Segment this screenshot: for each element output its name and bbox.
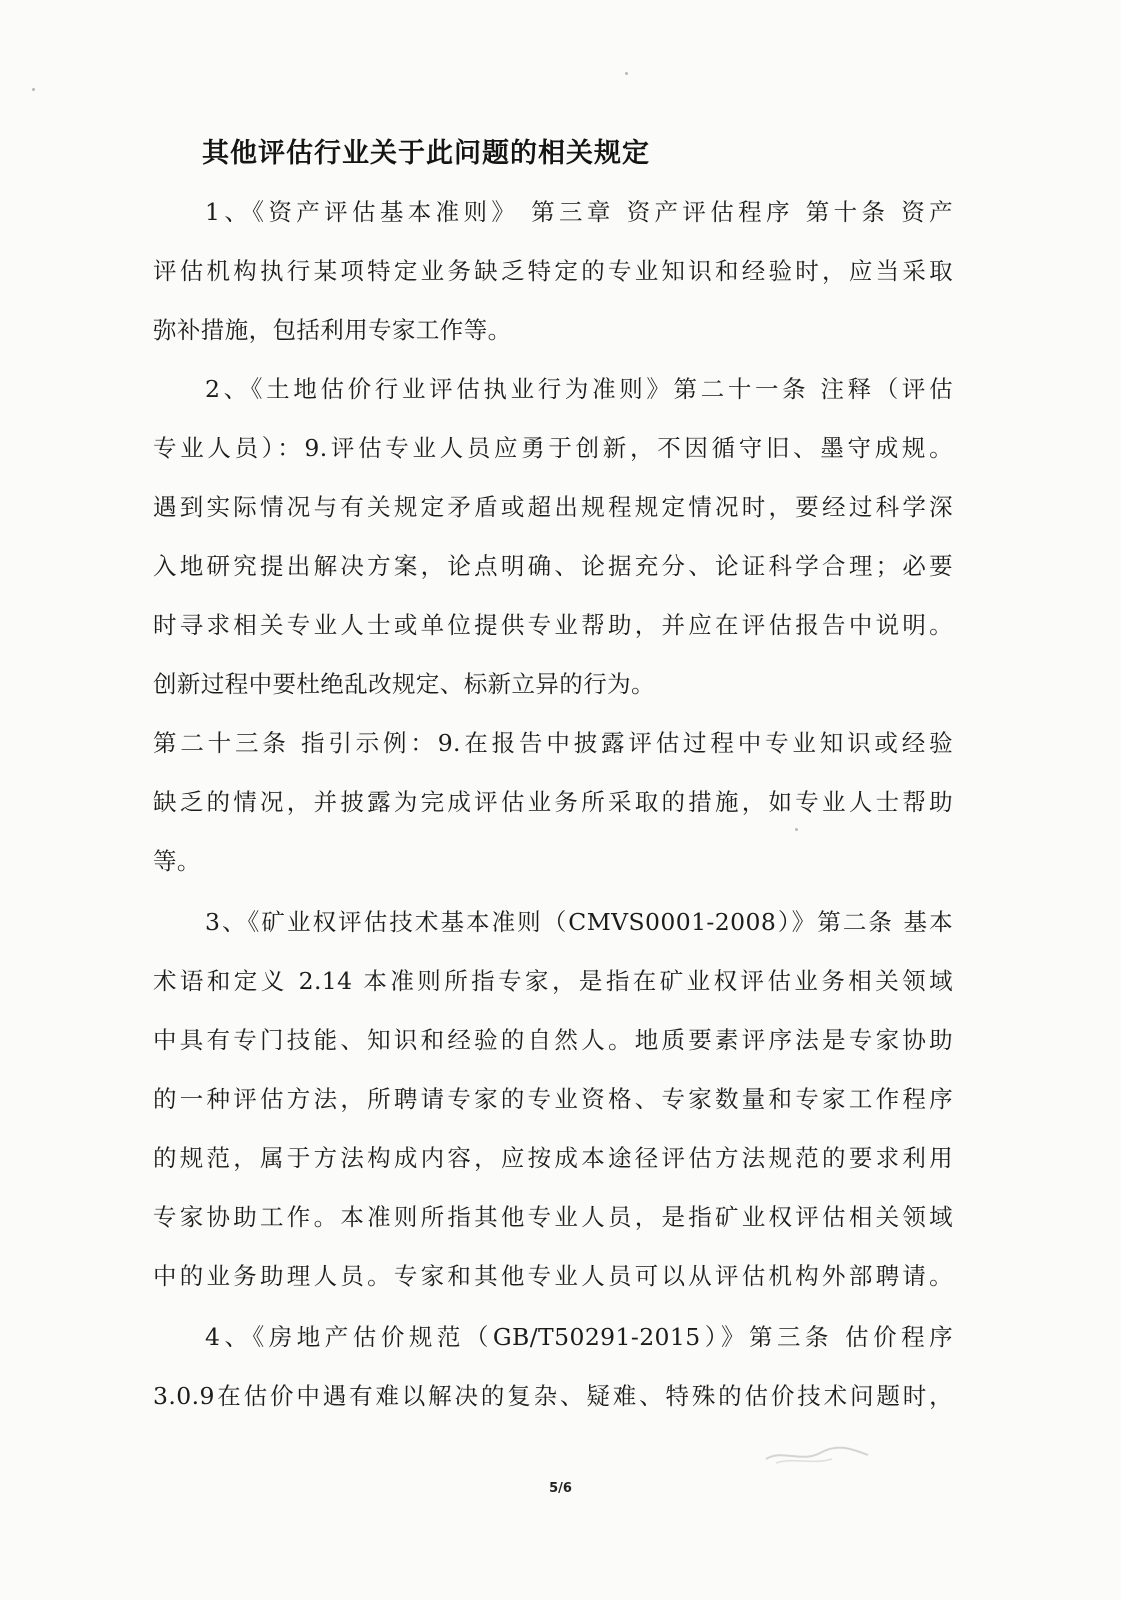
- text-line-10: 第二十三条 指引示例：9.在报告中披露评估过程中专业知识或经验: [153, 729, 953, 757]
- text-line-9: 创新过程中要杜绝乱改规定、标新立异的行为。: [153, 670, 655, 698]
- text-line-17: 的规范，属于方法构成内容，应按成本途径评估方法规范的要求利用: [153, 1144, 953, 1172]
- text-line-8: 时寻求相关专业人士或单位提供专业帮助，并应在评估报告中说明。: [153, 611, 953, 639]
- scan-speck: [625, 72, 628, 75]
- text-line-6: 遇到实际情况与有关规定矛盾或超出规程规定情况时，要经过科学深: [153, 493, 953, 521]
- text-line-16: 的一种评估方法，所聘请专家的专业资格、专家数量和专家工作程序: [153, 1085, 953, 1113]
- text-line-1: 1、《资产评估基本准则》 第三章 资产评估程序 第十条 资产: [205, 198, 953, 226]
- text-line-20: 4、《房地产估价规范（GB/T50291-2015）》第三条 估价程序: [205, 1323, 953, 1351]
- text-line-5: 专业人员）：9.评估专业人员应勇于创新，不因循守旧、墨守成规。: [153, 434, 953, 462]
- text-line-14: 术语和定义 2.14 本准则所指专家，是指在矿业权评估业务相关领域: [153, 967, 953, 995]
- text-line-13: 3、《矿业权评估技术基本准则（CMVS0001-2008）》第二条 基本: [205, 908, 953, 936]
- text-line-11: 缺乏的情况，并披露为完成评估业务所采取的措施，如专业人士帮助: [153, 788, 953, 816]
- text-line-12: 等。: [153, 847, 201, 875]
- text-line-4: 2、《土地估价行业评估执业行为准则》第二十一条 注释（评估: [205, 375, 953, 403]
- text-line-18: 专家协助工作。本准则所指其他专业人员，是指矿业权评估相关领域: [153, 1203, 953, 1231]
- text-line-15: 中具有专门技能、知识和经验的自然人。地质要素评序法是专家协助: [153, 1026, 953, 1054]
- text-line-3: 弥补措施，包括利用专家工作等。: [153, 316, 512, 344]
- scan-speck: [795, 828, 798, 831]
- faint-stamp-mark: [762, 1441, 872, 1467]
- scan-speck: [32, 88, 35, 91]
- section-heading: 其他评估行业关于此问题的相关规定: [202, 138, 650, 169]
- page-number: 5/6: [549, 1481, 572, 1496]
- text-line-19: 中的业务助理人员。专家和其他专业人员可以从评估机构外部聘请。: [153, 1262, 953, 1290]
- text-line-2: 评估机构执行某项特定业务缺乏特定的专业知识和经验时，应当采取: [153, 257, 953, 285]
- text-line-21: 3.0.9在估价中遇有难以解决的复杂、疑难、特殊的估价技术问题时，: [153, 1382, 953, 1410]
- text-line-7: 入地研究提出解决方案，论点明确、论据充分、论证科学合理；必要: [153, 552, 953, 580]
